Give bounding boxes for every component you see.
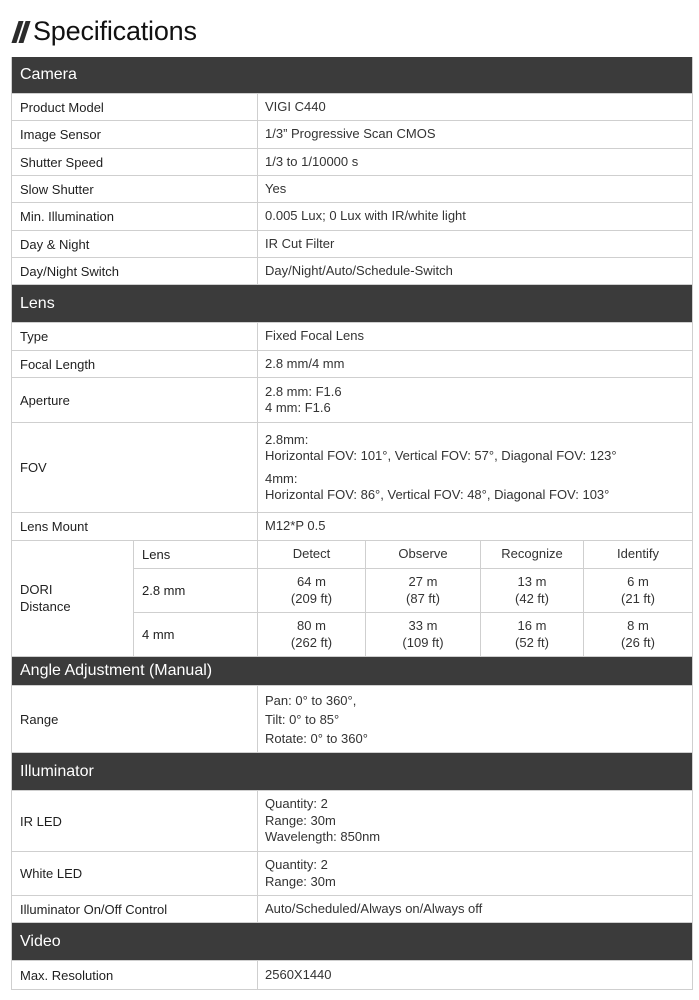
- spec-row: [12, 791, 692, 852]
- spec-value: Auto/Scheduled/Always on/Always off: [265, 900, 483, 916]
- dori-lens-cell: 4 mm: [134, 613, 258, 656]
- spec-row: [12, 896, 692, 923]
- spec-row: [12, 378, 692, 423]
- spec-label: Lens Mount: [12, 513, 258, 540]
- spec-row: [12, 686, 692, 753]
- spec-value: 1/3 to 1/10000 s: [265, 153, 359, 169]
- dori-cell: [366, 569, 481, 612]
- spec-label: Slow Shutter: [12, 176, 258, 202]
- dori-cell: [584, 569, 692, 612]
- dori-meters: 64 m: [297, 574, 326, 589]
- spec-label: Illuminator On/Off Control: [12, 896, 258, 922]
- title-slash-icon: [12, 19, 30, 43]
- spec-row: [12, 121, 692, 149]
- spec-label: Shutter Speed: [12, 149, 258, 175]
- dori-feet: (52 ft): [515, 634, 549, 650]
- dori-meters: 80 m: [297, 618, 326, 633]
- dori-cell: [366, 613, 481, 656]
- value-line: Horizontal FOV: 86°, Vertical FOV: 48°, Diagonal FOV: 103°: [265, 487, 610, 502]
- dori-grid: [134, 541, 692, 656]
- dori-cell: [584, 613, 692, 656]
- section-illuminator: Illuminator: [12, 753, 692, 791]
- spec-row: [12, 231, 692, 258]
- value-line: Range: 30m: [265, 812, 336, 828]
- dori-meters: 27 m: [408, 574, 438, 589]
- dori-header-identify: Identify: [617, 546, 659, 562]
- dori-feet: (42 ft): [515, 590, 549, 606]
- value-line: 4mm:: [265, 470, 298, 486]
- value-line: Tilt: 0° to 85°: [265, 711, 340, 727]
- spec-value: Yes: [265, 180, 287, 196]
- spec-label: Image Sensor: [12, 121, 258, 148]
- value-line: Rotate: 0° to 360°: [265, 730, 368, 746]
- spec-value: Day/Night/Auto/Schedule-Switch: [265, 262, 453, 278]
- dori-cell: [481, 613, 584, 656]
- spec-row: [12, 203, 692, 231]
- spec-label: Type: [12, 323, 258, 350]
- dori-meters: 33 m: [408, 618, 438, 633]
- dori-header-recognize: Recognize: [481, 541, 584, 568]
- section-camera: Camera: [12, 57, 692, 94]
- spec-label: Max. Resolution: [12, 961, 258, 989]
- spec-value: [258, 686, 692, 752]
- page-title: Specifications: [33, 15, 197, 46]
- spec-row: [12, 94, 692, 121]
- spec-label: Range: [12, 686, 258, 752]
- spec-row: [12, 852, 692, 896]
- dori-cell: [481, 569, 584, 612]
- spec-value: M12*P 0.5: [265, 518, 326, 534]
- dori-feet: (209 ft): [290, 590, 333, 606]
- spec-label: Aperture: [12, 378, 258, 422]
- spec-row: [12, 423, 692, 513]
- spec-row: [12, 961, 692, 990]
- dori-distance-table: [12, 541, 692, 657]
- spec-row: [12, 176, 692, 203]
- dori-feet: (109 ft): [402, 634, 444, 650]
- dori-feet: (87 ft): [406, 590, 440, 606]
- dori-label-line: DORI: [20, 582, 53, 597]
- spec-value: 2560X1440: [265, 966, 332, 982]
- spec-label: Min. Illumination: [12, 203, 258, 230]
- spec-label: Product Model: [12, 94, 258, 120]
- spec-value: 2.8 mm/4 mm: [265, 355, 345, 371]
- dori-meters: 16 m: [517, 618, 547, 633]
- dori-row: [134, 612, 692, 656]
- dori-feet: (262 ft): [290, 634, 333, 650]
- value-line: Wavelength: 850nm: [265, 829, 381, 845]
- value-line: Range: 30m: [265, 873, 336, 889]
- page-title-block: [12, 12, 197, 50]
- section-video: Video: [12, 923, 692, 961]
- dori-meters: 13 m: [517, 574, 547, 589]
- spec-table: [11, 57, 693, 990]
- spec-label: Day/Night Switch: [12, 258, 258, 284]
- spec-value: [258, 378, 692, 422]
- dori-header-detect: Detect: [258, 541, 366, 568]
- spec-label: IR LED: [12, 791, 258, 851]
- value-line: Quantity: 2: [265, 796, 328, 812]
- spec-value: 1/3” Progressive Scan CMOS: [265, 126, 436, 142]
- dori-header-lens: Lens: [134, 541, 258, 568]
- spec-row: [12, 258, 692, 285]
- spec-label: White LED: [12, 852, 258, 895]
- spec-row: [12, 149, 692, 176]
- dori-label-line: Distance: [20, 598, 71, 614]
- dori-feet: (21 ft): [621, 590, 655, 606]
- value-line: Quantity: 2: [265, 857, 328, 872]
- section-angle-adjustment: Angle Adjustment (Manual): [12, 657, 692, 686]
- dori-lens-cell: 2.8 mm: [134, 569, 258, 612]
- dori-header-row: [134, 541, 692, 568]
- spec-value: VIGI C440: [265, 98, 326, 114]
- dori-meters: 8 m: [627, 618, 649, 633]
- spec-row: [12, 513, 692, 541]
- value-line: 2.8mm:: [265, 431, 309, 447]
- spec-value: [258, 852, 692, 895]
- spec-label: FOV: [12, 423, 258, 512]
- dori-cell: [258, 613, 366, 656]
- spec-label: Focal Length: [12, 351, 258, 377]
- spec-label: Day & Night: [12, 231, 258, 257]
- spec-value: [258, 791, 692, 851]
- dori-meters: 6 m: [627, 574, 649, 589]
- section-lens: Lens: [12, 285, 692, 323]
- spec-value: [258, 423, 692, 512]
- spec-value: IR Cut Filter: [265, 235, 335, 251]
- value-line: Pan: 0° to 360°,: [265, 692, 357, 708]
- value-line: Horizontal FOV: 101°, Vertical FOV: 57°, Diagonal FOV: 123°: [265, 448, 617, 463]
- value-line: 4 mm: F1.6: [265, 400, 331, 415]
- dori-row: [134, 568, 692, 612]
- value-line: 2.8 mm: F1.6: [265, 383, 342, 399]
- dori-header-observe: Observe: [366, 541, 481, 568]
- spec-row: [12, 351, 692, 378]
- spec-value: 0.005 Lux; 0 Lux with IR/white light: [265, 208, 466, 224]
- spec-value: Fixed Focal Lens: [265, 328, 364, 344]
- dori-feet: (26 ft): [621, 634, 655, 650]
- dori-cell: [258, 569, 366, 612]
- spec-row: [12, 323, 692, 351]
- dori-label: [12, 541, 134, 656]
